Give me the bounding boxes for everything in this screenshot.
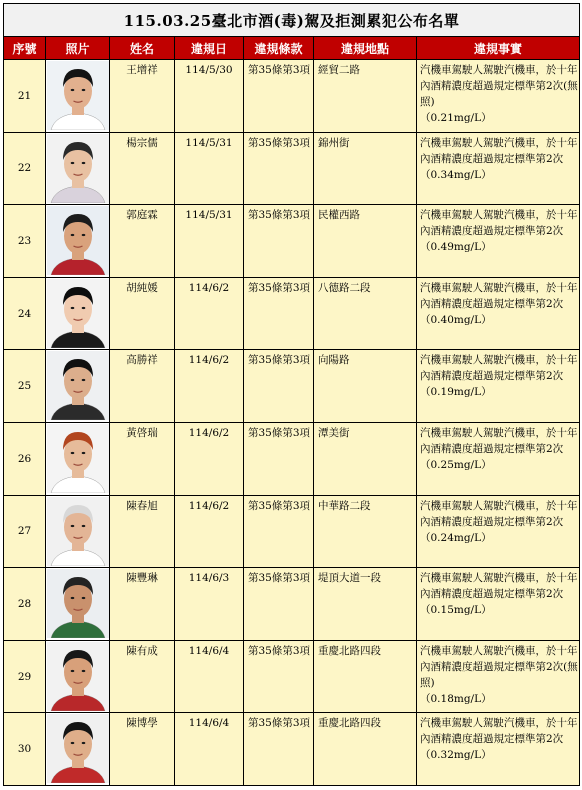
fact-text: 汽機車駕駛人駕駛汽機車，於十年內酒精濃度超過規定標準第2次 [420,717,578,746]
row-date: 114/6/3 [175,568,244,641]
header-date: 違規日 [175,37,244,60]
row-date: 114/6/4 [175,640,244,713]
bac-value: （0.18mg/L） [420,692,492,705]
row-place: 堤頂大道一段 [314,568,417,641]
mugshot-photo [47,714,109,783]
fact-text: 汽機車駕駛人駕駛汽機車，於十年內酒精濃度超過規定標準第2次 [420,354,578,383]
row-fact [417,568,580,641]
row-place: 重慶北路四段 [314,640,417,713]
table-row [4,205,580,278]
photo-cell [46,132,110,205]
row-date: 114/5/30 [175,60,244,133]
row-fact [417,422,580,495]
row-fact [417,640,580,713]
row-date: 114/6/4 [175,713,244,786]
bac-value: （0.34mg/L） [420,168,492,181]
row-fact [417,350,580,423]
table-row [4,495,580,568]
bac-value: （0.15mg/L） [420,604,492,617]
mugshot-photo [47,642,109,711]
row-seq: 23 [4,205,46,278]
row-date: 114/6/2 [175,277,244,350]
row-clause: 第35條第3項 [244,277,314,350]
fact-text: 汽機車駕駛人駕駛汽機車，於十年內酒精濃度超過規定標準第2次(無照) [420,644,578,689]
fact-text: 汽機車駕駛人駕駛汽機車，於十年內酒精濃度超過規定標準第2次 [420,572,578,601]
row-place: 民權西路 [314,205,417,278]
mugshot-photo [47,61,109,130]
roster-document [3,3,579,786]
header-place: 違規地點 [314,37,417,60]
row-name: 王增祥 [110,60,175,133]
header-name: 姓名 [110,37,175,60]
row-place: 向陽路 [314,350,417,423]
row-seq: 22 [4,132,46,205]
row-fact [417,495,580,568]
photo-cell [46,713,110,786]
photo-cell [46,568,110,641]
header-photo: 照片 [46,37,110,60]
row-clause: 第35條第3項 [244,60,314,133]
row-clause: 第35條第3項 [244,568,314,641]
page-title: 115.03.25臺北市酒(毒)駕及拒測累犯公布名單 [4,4,580,37]
fact-text: 汽機車駕駛人駕駛汽機車，於十年內酒精濃度超過規定標準第2次 [420,209,578,238]
bac-value: （0.32mg/L） [420,749,492,762]
header-seq: 序號 [4,37,46,60]
header-fact: 違規事實 [417,37,580,60]
row-fact [417,713,580,786]
row-name: 郭庭霖 [110,205,175,278]
fact-text: 汽機車駕駛人駕駛汽機車，於十年內酒精濃度超過規定標準第2次 [420,136,578,165]
row-name: 高勝祥 [110,350,175,423]
photo-cell [46,422,110,495]
header-clause: 違規條款 [244,37,314,60]
row-seq: 26 [4,422,46,495]
row-place: 八德路二段 [314,277,417,350]
row-seq: 28 [4,568,46,641]
row-place: 潭美街 [314,422,417,495]
row-date: 114/5/31 [175,205,244,278]
bac-value: （0.49mg/L） [420,241,492,254]
table-row [4,277,580,350]
fact-text: 汽機車駕駛人駕駛汽機車，於十年內酒精濃度超過規定標準第2次(無照) [420,64,578,108]
row-clause: 第35條第3項 [244,422,314,495]
mugshot-photo [47,569,109,638]
row-date: 114/5/31 [175,132,244,205]
row-name: 陳博學 [110,713,175,786]
row-clause: 第35條第3項 [244,350,314,423]
row-name: 胡純媛 [110,277,175,350]
row-seq: 21 [4,60,46,133]
bac-value: （0.24mg/L） [420,531,492,544]
mugshot-photo [47,424,109,493]
mugshot-photo [47,134,109,203]
bac-value: （0.40mg/L） [420,313,492,326]
table-row [4,640,580,713]
row-seq: 29 [4,640,46,713]
row-fact [417,205,580,278]
row-name: 楊宗儒 [110,132,175,205]
mugshot-photo [47,497,109,566]
header-row [4,37,580,60]
row-name: 陳豐琳 [110,568,175,641]
fact-text: 汽機車駕駛人駕駛汽機車，於十年內酒精濃度超過規定標準第2次 [420,426,578,455]
table-row [4,422,580,495]
row-date: 114/6/2 [175,350,244,423]
row-place: 錦州街 [314,132,417,205]
bac-value: （0.21mg/L） [420,112,492,124]
mugshot-photo [47,351,109,420]
photo-cell [46,60,110,133]
mugshot-photo [47,206,109,275]
photo-cell [46,277,110,350]
fact-text: 汽機車駕駛人駕駛汽機車，於十年內酒精濃度超過規定標準第2次 [420,499,578,528]
table-row [4,350,580,423]
table-row [4,713,580,786]
row-clause: 第35條第3項 [244,132,314,205]
table-row [4,60,580,133]
row-name: 陳春旭 [110,495,175,568]
row-name: 陳有成 [110,640,175,713]
row-clause: 第35條第3項 [244,495,314,568]
bac-value: （0.19mg/L） [420,386,492,399]
photo-cell [46,205,110,278]
photo-cell [46,495,110,568]
photo-cell [46,640,110,713]
row-seq: 25 [4,350,46,423]
fact-text: 汽機車駕駛人駕駛汽機車，於十年內酒精濃度超過規定標準第2次 [420,281,578,310]
row-place: 重慶北路四段 [314,713,417,786]
row-date: 114/6/2 [175,422,244,495]
row-seq: 24 [4,277,46,350]
row-clause: 第35條第3項 [244,640,314,713]
row-place: 經貿二路 [314,60,417,133]
row-clause: 第35條第3項 [244,713,314,786]
table-body [4,60,580,786]
row-clause: 第35條第3項 [244,205,314,278]
bac-value: （0.25mg/L） [420,458,492,471]
row-seq: 27 [4,495,46,568]
row-seq: 30 [4,713,46,786]
table-row [4,568,580,641]
photo-cell [46,350,110,423]
row-place: 中華路二段 [314,495,417,568]
row-fact [417,132,580,205]
offender-table [3,3,580,786]
row-fact [417,277,580,350]
mugshot-photo [47,279,109,348]
row-name: 黃啓瑞 [110,422,175,495]
table-row [4,132,580,205]
row-fact [417,60,580,133]
row-date: 114/6/2 [175,495,244,568]
